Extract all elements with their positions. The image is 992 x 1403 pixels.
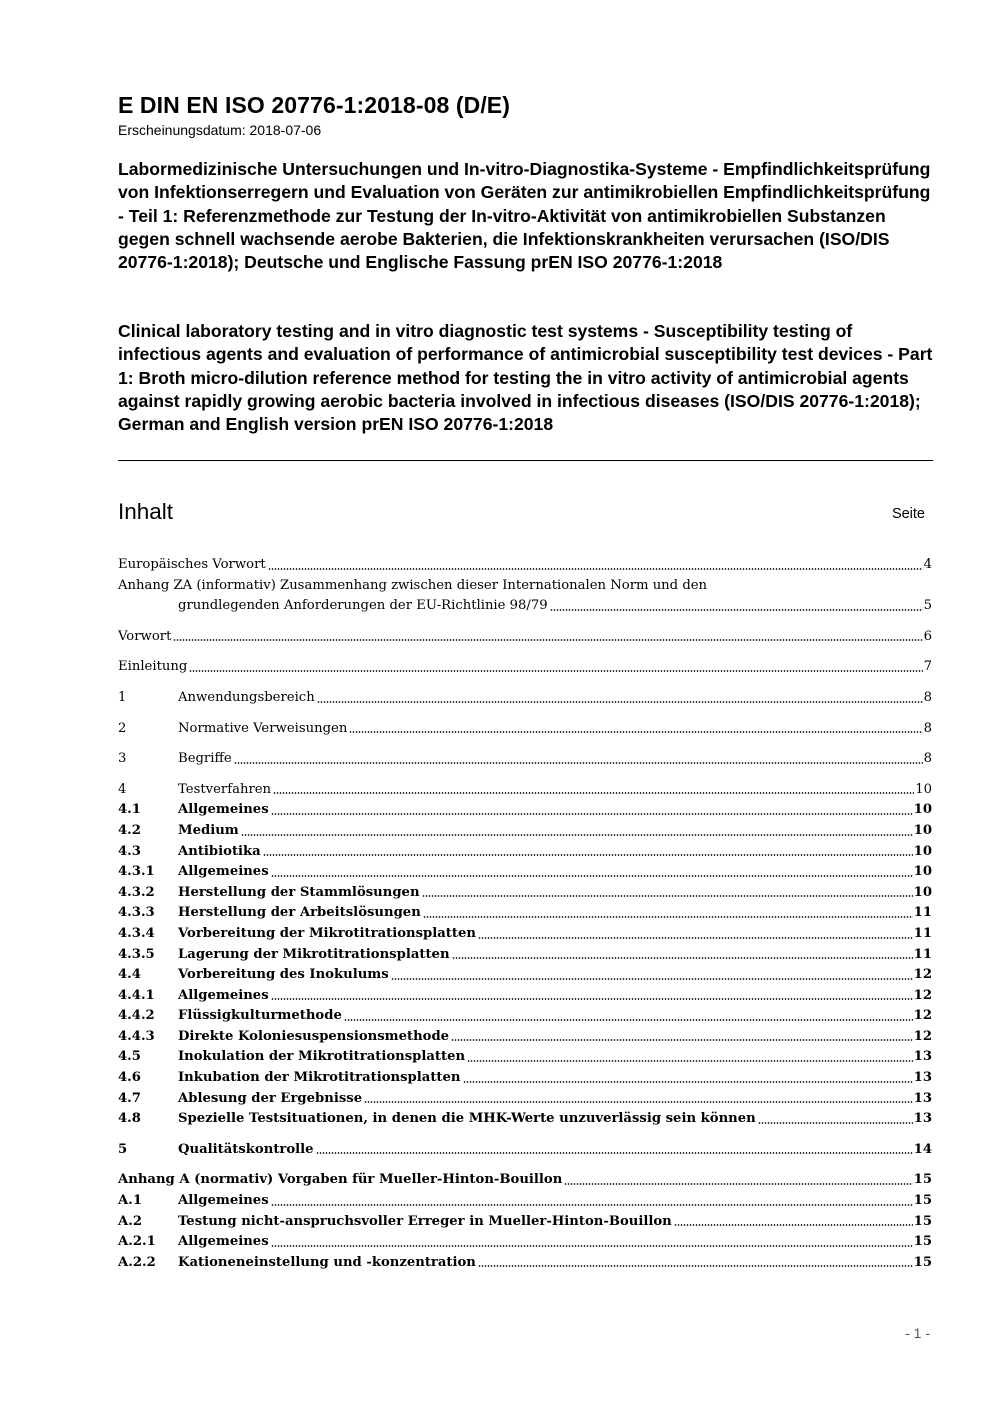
- toc-entry-page: 12: [913, 987, 932, 1003]
- toc-entry[interactable]: [118, 657, 932, 678]
- toc-entry-page: 12: [913, 1008, 932, 1024]
- title-german: Labormedizinische Untersuchungen und In-vitro-Diagnostika-Systeme - Empfindlichkeitsprüfung von Infektionserregern und Evaluation von Geräten zur antimikrobiellen Empfindlichkeitsprüfung - Teil 1: Referenzmethode zur Testung der In-vitro-Aktivität von antimikrobiellen Substanzen gegen schnell wachsende aerobe Bakterien, die Infektionskrankheiten verursachen (ISO/DIS 20776-1:2018); Deutsche und Englische Fassung prEN ISO 20776-1:2018: [118, 159, 931, 273]
- toc-leader-dots: [273, 791, 914, 795]
- toc-entry-page: 13: [913, 1111, 932, 1127]
- toc-entry-number: 4: [118, 781, 127, 797]
- toc-leader-dots: [271, 1244, 913, 1248]
- toc-leader-dots: [564, 1182, 912, 1186]
- toc-entry-title: Begriffe: [178, 751, 232, 767]
- toc-leader-dots: [317, 700, 923, 704]
- toc-entry-title: Allgemeines: [178, 1234, 269, 1250]
- toc-leader-dots: [451, 1038, 913, 1042]
- toc-entry[interactable]: [118, 965, 932, 986]
- toc-leader-dots: [452, 956, 913, 960]
- toc-entry-page: 11: [913, 946, 932, 962]
- toc-entry-title: Vorwort: [118, 628, 172, 644]
- toc-entry-number: 4.4.2: [118, 1008, 155, 1024]
- publication-date: Erscheinungsdatum: 2018-07-06: [118, 122, 322, 138]
- toc-leader-dots: [349, 730, 922, 734]
- toc-entry-title: Anhang A (normativ) Vorgaben für Mueller-Hinton-Bouillon: [118, 1172, 563, 1188]
- toc-entry-number: 3: [118, 751, 127, 767]
- toc-entry-page: 10: [913, 884, 932, 900]
- toc-entry-page: 15: [913, 1193, 932, 1209]
- toc-entry-number: 4.3.5: [118, 946, 155, 962]
- toc-entry[interactable]: [118, 688, 932, 709]
- toc-leader-dots: [550, 608, 923, 612]
- document-id: E DIN EN ISO 20776-1:2018-08 (D/E): [118, 92, 511, 118]
- toc-entry[interactable]: [118, 1089, 932, 1110]
- toc-entry-number: 1: [118, 689, 127, 705]
- toc-entry-number: 4.3.2: [118, 884, 155, 900]
- toc-leader-dots: [263, 853, 913, 857]
- toc-entry-number: 4.3.3: [118, 905, 155, 921]
- toc-leader-dots: [467, 1059, 913, 1063]
- toc-entry-number: 4.2: [118, 822, 141, 838]
- toc-entry-page: 15: [913, 1234, 932, 1250]
- toc-entry-number: A.1: [118, 1193, 142, 1209]
- toc-entry-number: 4.5: [118, 1049, 141, 1065]
- toc-entry-title: Einleitung: [118, 659, 188, 675]
- toc-entry-title: Europäisches Vorwort: [118, 557, 266, 572]
- toc-entry-page: 7: [923, 659, 932, 675]
- toc-entry-page: 13: [913, 1070, 932, 1086]
- toc-entry-page: 15: [913, 1213, 932, 1229]
- toc-entry-page: 11: [913, 905, 932, 921]
- toc-entry-title: Anwendungsbereich: [178, 689, 315, 705]
- toc-entry-title-continued: grundlegenden Anforderungen der EU-Richtlinie 98/79: [178, 598, 548, 614]
- table-of-contents: [118, 555, 932, 1273]
- toc-entry-page: 14: [913, 1141, 932, 1157]
- toc-entry-title: Allgemeines: [178, 987, 269, 1003]
- toc-leader-dots: [271, 1203, 913, 1207]
- toc-entry-page: 8: [923, 689, 932, 705]
- toc-entry[interactable]: [118, 821, 932, 842]
- toc-entry-title: Inkubation der Mikrotitrationsplatten: [178, 1070, 461, 1086]
- toc-entry[interactable]: [118, 903, 932, 924]
- toc-entry-title: Testverfahren: [178, 781, 272, 797]
- toc-entry-page: 15: [913, 1254, 932, 1270]
- toc-entry-title: Medium: [178, 822, 239, 838]
- toc-entry-title: Allgemeines: [178, 1193, 269, 1209]
- toc-entry[interactable]: [118, 1006, 932, 1027]
- toc-entry-page: 4: [923, 557, 932, 572]
- toc-entry[interactable]: [118, 780, 932, 801]
- toc-entry-title: Inokulation der Mikrotitrationsplatten: [178, 1049, 466, 1065]
- toc-entry-title: Normative Verweisungen: [178, 720, 348, 736]
- toc-entry[interactable]: [118, 800, 932, 821]
- toc-entry-page: 10: [913, 864, 932, 880]
- toc-entry-page: 15: [913, 1172, 932, 1188]
- toc-entry-page: 13: [913, 1090, 932, 1106]
- toc-entry[interactable]: [118, 986, 932, 1007]
- toc-leader-dots: [189, 669, 922, 673]
- toc-entry-page: 11: [913, 925, 932, 941]
- toc-entry-number: A.2.2: [118, 1254, 156, 1270]
- toc-entry-number: 4.6: [118, 1070, 141, 1086]
- toc-entry-title: Allgemeines: [178, 864, 269, 880]
- toc-entry[interactable]: [118, 1027, 932, 1048]
- toc-entry-title: Herstellung der Stammlösungen: [178, 884, 420, 900]
- toc-entry-page: 13: [913, 1049, 932, 1065]
- toc-entry[interactable]: [118, 1191, 932, 1212]
- toc-entry-page: 6: [923, 628, 932, 644]
- toc-entry-number: 4.8: [118, 1111, 141, 1127]
- toc-entry[interactable]: [118, 924, 932, 945]
- toc-entry-number: 4.7: [118, 1090, 141, 1106]
- toc-entry[interactable]: [118, 883, 932, 904]
- toc-entry[interactable]: [118, 1232, 932, 1253]
- toc-entry-title: Qualitätskontrolle: [178, 1141, 314, 1157]
- toc-leader-dots: [268, 567, 923, 571]
- toc-entry-title: Lagerung der Mikrotitrationsplatten: [178, 946, 450, 962]
- toc-entry-title: Flüssigkulturmethode: [178, 1008, 342, 1024]
- toc-leader-dots: [234, 761, 923, 765]
- toc-entry-page: 10: [913, 843, 932, 859]
- toc-entry[interactable]: [118, 945, 932, 966]
- toc-entry-number: 5: [118, 1141, 128, 1157]
- toc-entry-title: Allgemeines: [178, 802, 269, 818]
- title-divider: [118, 460, 933, 461]
- toc-entry[interactable]: [118, 1253, 932, 1274]
- toc-leader-dots: [758, 1121, 913, 1125]
- toc-entry-number: 4.4.1: [118, 987, 155, 1003]
- toc-entry-number: 4.1: [118, 802, 141, 818]
- toc-entry-title: Kationeneinstellung und -konzentration: [178, 1254, 476, 1270]
- toc-leader-dots: [423, 915, 913, 919]
- toc-entry-page: 12: [913, 967, 932, 983]
- toc-entry-title: Vorbereitung des Inokulums: [178, 967, 389, 983]
- toc-leader-dots: [478, 936, 913, 940]
- toc-entry-page: 10: [913, 822, 932, 838]
- toc-entry[interactable]: [118, 719, 932, 740]
- toc-entry-number: 2: [118, 720, 127, 736]
- toc-entry-title: Testung nicht-anspruchsvoller Erreger in Mueller-Hinton-Bouillon: [178, 1213, 672, 1229]
- toc-entry-page: 8: [923, 720, 932, 736]
- toc-entry-page: 8: [923, 751, 932, 767]
- toc-heading: Inhalt: [118, 499, 174, 524]
- toc-leader-dots: [478, 1264, 913, 1268]
- toc-entry-page: 10: [913, 802, 932, 818]
- toc-leader-dots: [364, 1100, 913, 1104]
- toc-entry[interactable]: [118, 749, 932, 770]
- toc-page-label: Seite: [891, 506, 925, 522]
- toc-entry-page: 5: [923, 598, 932, 614]
- toc-entry-number: 4.4: [118, 967, 141, 983]
- toc-leader-dots: [241, 833, 913, 837]
- toc-leader-dots: [173, 638, 922, 642]
- toc-entry-page: 10: [915, 781, 932, 797]
- toc-entry-number: A.2: [118, 1213, 142, 1229]
- toc-entry-title: Herstellung der Arbeitslösungen: [178, 905, 421, 921]
- toc-entry-title: Antibiotika: [178, 843, 261, 859]
- toc-leader-dots: [316, 1151, 913, 1155]
- toc-leader-dots: [674, 1223, 913, 1227]
- toc-entry[interactable]: [118, 1170, 932, 1191]
- toc-leader-dots: [463, 1080, 913, 1084]
- toc-entry-title: Anhang ZA (informativ) Zusammenhang zwischen dieser Internationalen Norm und den: [118, 577, 708, 593]
- toc-entry-title: Ablesung der Ergebnisse: [178, 1090, 363, 1106]
- toc-entry-title: Spezielle Testsituationen, in denen die MHK-Werte unzuverlässig sein können: [178, 1111, 756, 1127]
- toc-entry[interactable]: [118, 576, 932, 617]
- toc-leader-dots: [344, 1018, 913, 1022]
- toc-entry[interactable]: [118, 1140, 932, 1161]
- toc-entry-number: 4.3.4: [118, 925, 155, 941]
- toc-entry-number: A.2.1: [118, 1234, 156, 1250]
- toc-entry-number: 4.4.3: [118, 1028, 155, 1044]
- toc-entry[interactable]: [118, 555, 932, 576]
- toc-entry-title: Vorbereitung der Mikrotitrationsplatten: [178, 925, 476, 941]
- toc-leader-dots: [271, 874, 913, 878]
- title-english: Clinical laboratory testing and in vitro diagnostic test systems - Susceptibility testing of infectious agents and evaluation of performance of antimicrobial susceptibility test devices - Part 1: Broth micro-dilution reference method for testing the in vitro activity of antimicrobial agents against rapidly growing aerobic bacteria involved in infectious diseases (ISO/DIS 20776-1:2018); German and English version prEN ISO 20776-1:2018: [118, 321, 933, 435]
- toc-leader-dots: [422, 894, 913, 898]
- toc-entry[interactable]: [118, 1212, 932, 1233]
- toc-leader-dots: [391, 977, 913, 981]
- toc-entry[interactable]: [118, 862, 932, 883]
- toc-entry-number: 4.3.1: [118, 864, 155, 880]
- toc-entry[interactable]: [118, 627, 932, 648]
- toc-entry-number: 4.3: [118, 843, 141, 859]
- toc-entry[interactable]: [118, 842, 932, 863]
- toc-leader-dots: [271, 997, 913, 1001]
- page-number: - 1 -: [905, 1325, 930, 1341]
- toc-entry[interactable]: [118, 1068, 932, 1089]
- toc-entry-page: 12: [913, 1028, 932, 1044]
- toc-entry[interactable]: [118, 1109, 932, 1130]
- toc-entry[interactable]: [118, 1047, 932, 1068]
- toc-leader-dots: [271, 812, 913, 816]
- toc-entry-title: Direkte Koloniesuspensionsmethode: [178, 1028, 450, 1044]
